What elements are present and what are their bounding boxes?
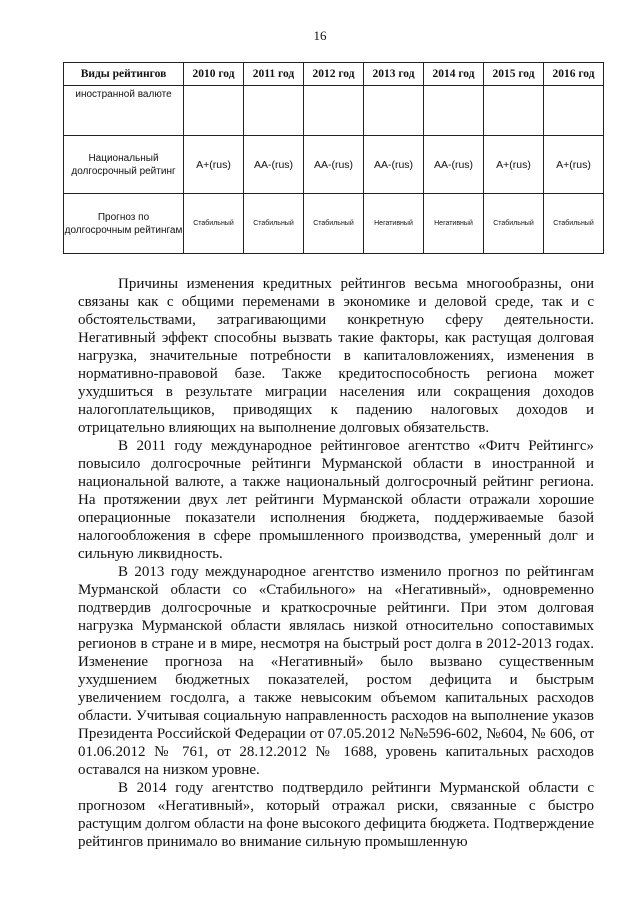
forecast-cell: Негативный	[424, 194, 484, 254]
header-year: 2015 год	[484, 63, 544, 86]
rating-cell: A+(rus)	[484, 136, 544, 194]
paragraph: Причины изменения кредитных рейтингов весьма многообразны, они связаны как с общими переменами в экономике и деловой среде, так и с обстоятельствами, затрагивающими конкретную сферу деятельности. Негативный эффект способны вызвать такие факторы, как растущая долговая нагрузка, значительные потребности в капиталовложениях, изменения в нормативно-правовой базе. Также кредитоспособность региона может ухудшиться в результате миграции населения или сокращения доходов налогоплательщиков, приводящих к падению налоговых доходов и отрицательно влияющих на выполнение долговых обязательств.	[78, 276, 594, 436]
rating-cell: AA-(rus)	[424, 136, 484, 194]
row-label: иностранной валюте	[64, 86, 184, 136]
rating-cell: AA-(rus)	[364, 136, 424, 194]
header-year: 2016 год	[544, 63, 604, 86]
table-cell	[424, 86, 484, 136]
header-year: 2010 год	[184, 63, 244, 86]
table-cell	[544, 86, 604, 136]
header-year: 2012 год	[304, 63, 364, 86]
header-rating-type: Виды рейтингов	[64, 63, 184, 86]
table-cell	[484, 86, 544, 136]
rating-cell: AA-(rus)	[244, 136, 304, 194]
table-row	[64, 194, 604, 254]
table-cell	[364, 86, 424, 136]
paragraph: В 2013 году международное агентство изменило прогноз по рейтингам Мурманской области со «Стабильного» на «Негативный», одновременно подтвердив долгосрочные и краткосрочные рейтинги. При этом долговая нагрузка Мурманской области являлась низкой относительно сопоставимых регионов в стране и в мире, несмотря на быстрый рост долга в 2012-2013 годах. Изменение прогноза на «Негативный» было вызвано существенным ухудшением бюджетных показателей, ростом дефицита и быстрым увеличением госдолга, а также невысоким объемом капитальных расходов области. Учитывая социальную направленность расходов на выполнение указов Президента Российской Федерации от 07.05.2012 №№596-602, №604, № 606, от 01.06.2012 № 761, от 28.12.2012 № 1688, уровень капитальных расходов оставался на низком уровне.	[78, 564, 594, 778]
paragraph: В 2014 году агентство подтвердило рейтинги Мурманской области с прогнозом «Негативный», который отражал риски, связанные с быстро растущим долгом области на фоне высокого дефицита бюджета. Подтверждение рейтингов принимало во внимание сильную промышленную	[78, 780, 594, 850]
page-number: 16	[313, 28, 327, 43]
header-year: 2014 год	[424, 63, 484, 86]
table-row	[64, 136, 604, 194]
forecast-cell: Стабильный	[544, 194, 604, 254]
table-cell	[184, 86, 244, 136]
table-row	[64, 86, 604, 136]
forecast-cell: Стабильный	[304, 194, 364, 254]
rating-cell: AA-(rus)	[304, 136, 364, 194]
row-label: Национальный долгосрочный рейтинг	[64, 136, 184, 194]
body-text	[78, 275, 594, 851]
header-year: 2011 год	[244, 63, 304, 86]
paragraph: В 2011 году международное рейтинговое агентство «Фитч Рейтингс» повысило долгосрочные рейтинги Мурманской области в иностранной и национальной валюте, а также национальный долгосрочный рейтинг региона. На протяжении двух лет рейтинги Мурманской области отражали хорошие операционные показатели исполнения бюджета, поддерживаемые базой налогообложения в сфере промышленного производства, умеренный долг и сильную ликвидность.	[78, 438, 594, 562]
rating-cell: A+(rus)	[544, 136, 604, 194]
ratings-table	[63, 62, 604, 254]
table-header-row	[64, 63, 604, 86]
forecast-cell: Негативный	[364, 194, 424, 254]
forecast-cell: Стабильный	[244, 194, 304, 254]
forecast-cell: Стабильный	[184, 194, 244, 254]
rating-cell: A+(rus)	[184, 136, 244, 194]
table-cell	[244, 86, 304, 136]
row-label: Прогноз по долгосрочным рейтингам	[64, 194, 184, 254]
header-year: 2013 год	[364, 63, 424, 86]
table-cell	[304, 86, 364, 136]
forecast-cell: Стабильный	[484, 194, 544, 254]
